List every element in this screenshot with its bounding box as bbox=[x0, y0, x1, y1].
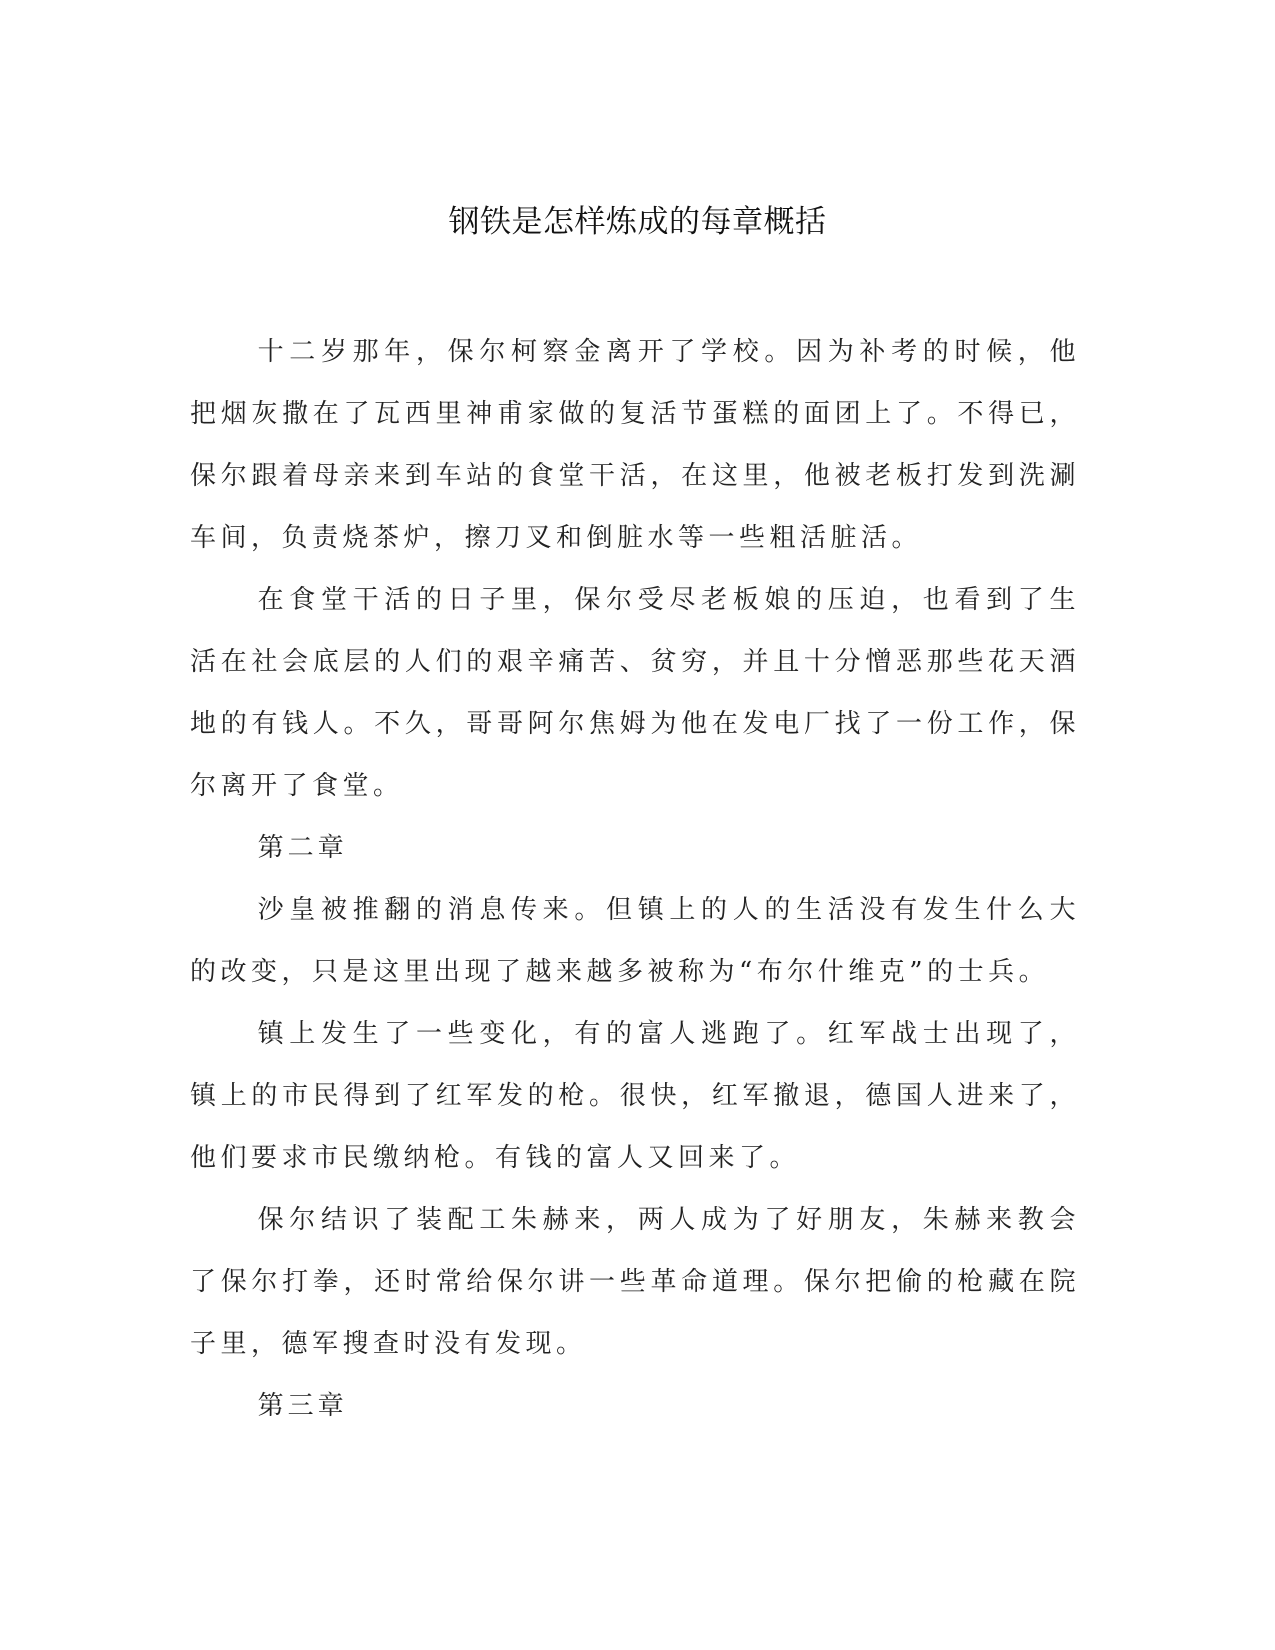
chapter-heading-2: 第二章 bbox=[257, 833, 348, 863]
document-title: 钢铁是怎样炼成的每章概括 bbox=[448, 204, 827, 240]
document-body bbox=[190, 321, 1080, 1437]
paragraph-2: 在食堂干活的日子里，保尔受尽老板娘的压迫，也看到了生活在社会底层的人们的艰辛痛苦、贫穷，并且十分憎恶那些花天酒地的有钱人。不久，哥哥阿尔焦姆为他在发电厂找了一份工作，保尔离开了食堂。 bbox=[190, 585, 1080, 801]
chapter-heading-3: 第三章 bbox=[257, 1391, 348, 1421]
paragraph-5: 保尔结识了装配工朱赫来，两人成为了好朋友，朱赫来教会了保尔打拳，还时常给保尔讲一些革命道理。保尔把偷的枪藏在院子里，德军搜查时没有发现。 bbox=[190, 1205, 1080, 1359]
paragraph-1: 十二岁那年，保尔柯察金离开了学校。因为补考的时候，他把烟灰撒在了瓦西里神甫家做的复活节蛋糕的面团上了。不得已，保尔跟着母亲来到车站的食堂干活，在这里，他被老板打发到洗涮车间，负责烧茶炉，擦刀叉和倒脏水等一些粗活脏活。 bbox=[190, 337, 1080, 553]
paragraph-4: 镇上发生了一些变化，有的富人逃跑了。红军战士出现了，镇上的市民得到了红军发的枪。很快，红军撤退，德国人进来了，他们要求市民缴纳枪。有钱的富人又回来了。 bbox=[190, 1019, 1080, 1173]
paragraph-3: 沙皇被推翻的消息传来。但镇上的人的生活没有发生什么大的改变，只是这里出现了越来越多被称为“布尔什维克”的士兵。 bbox=[190, 895, 1080, 987]
